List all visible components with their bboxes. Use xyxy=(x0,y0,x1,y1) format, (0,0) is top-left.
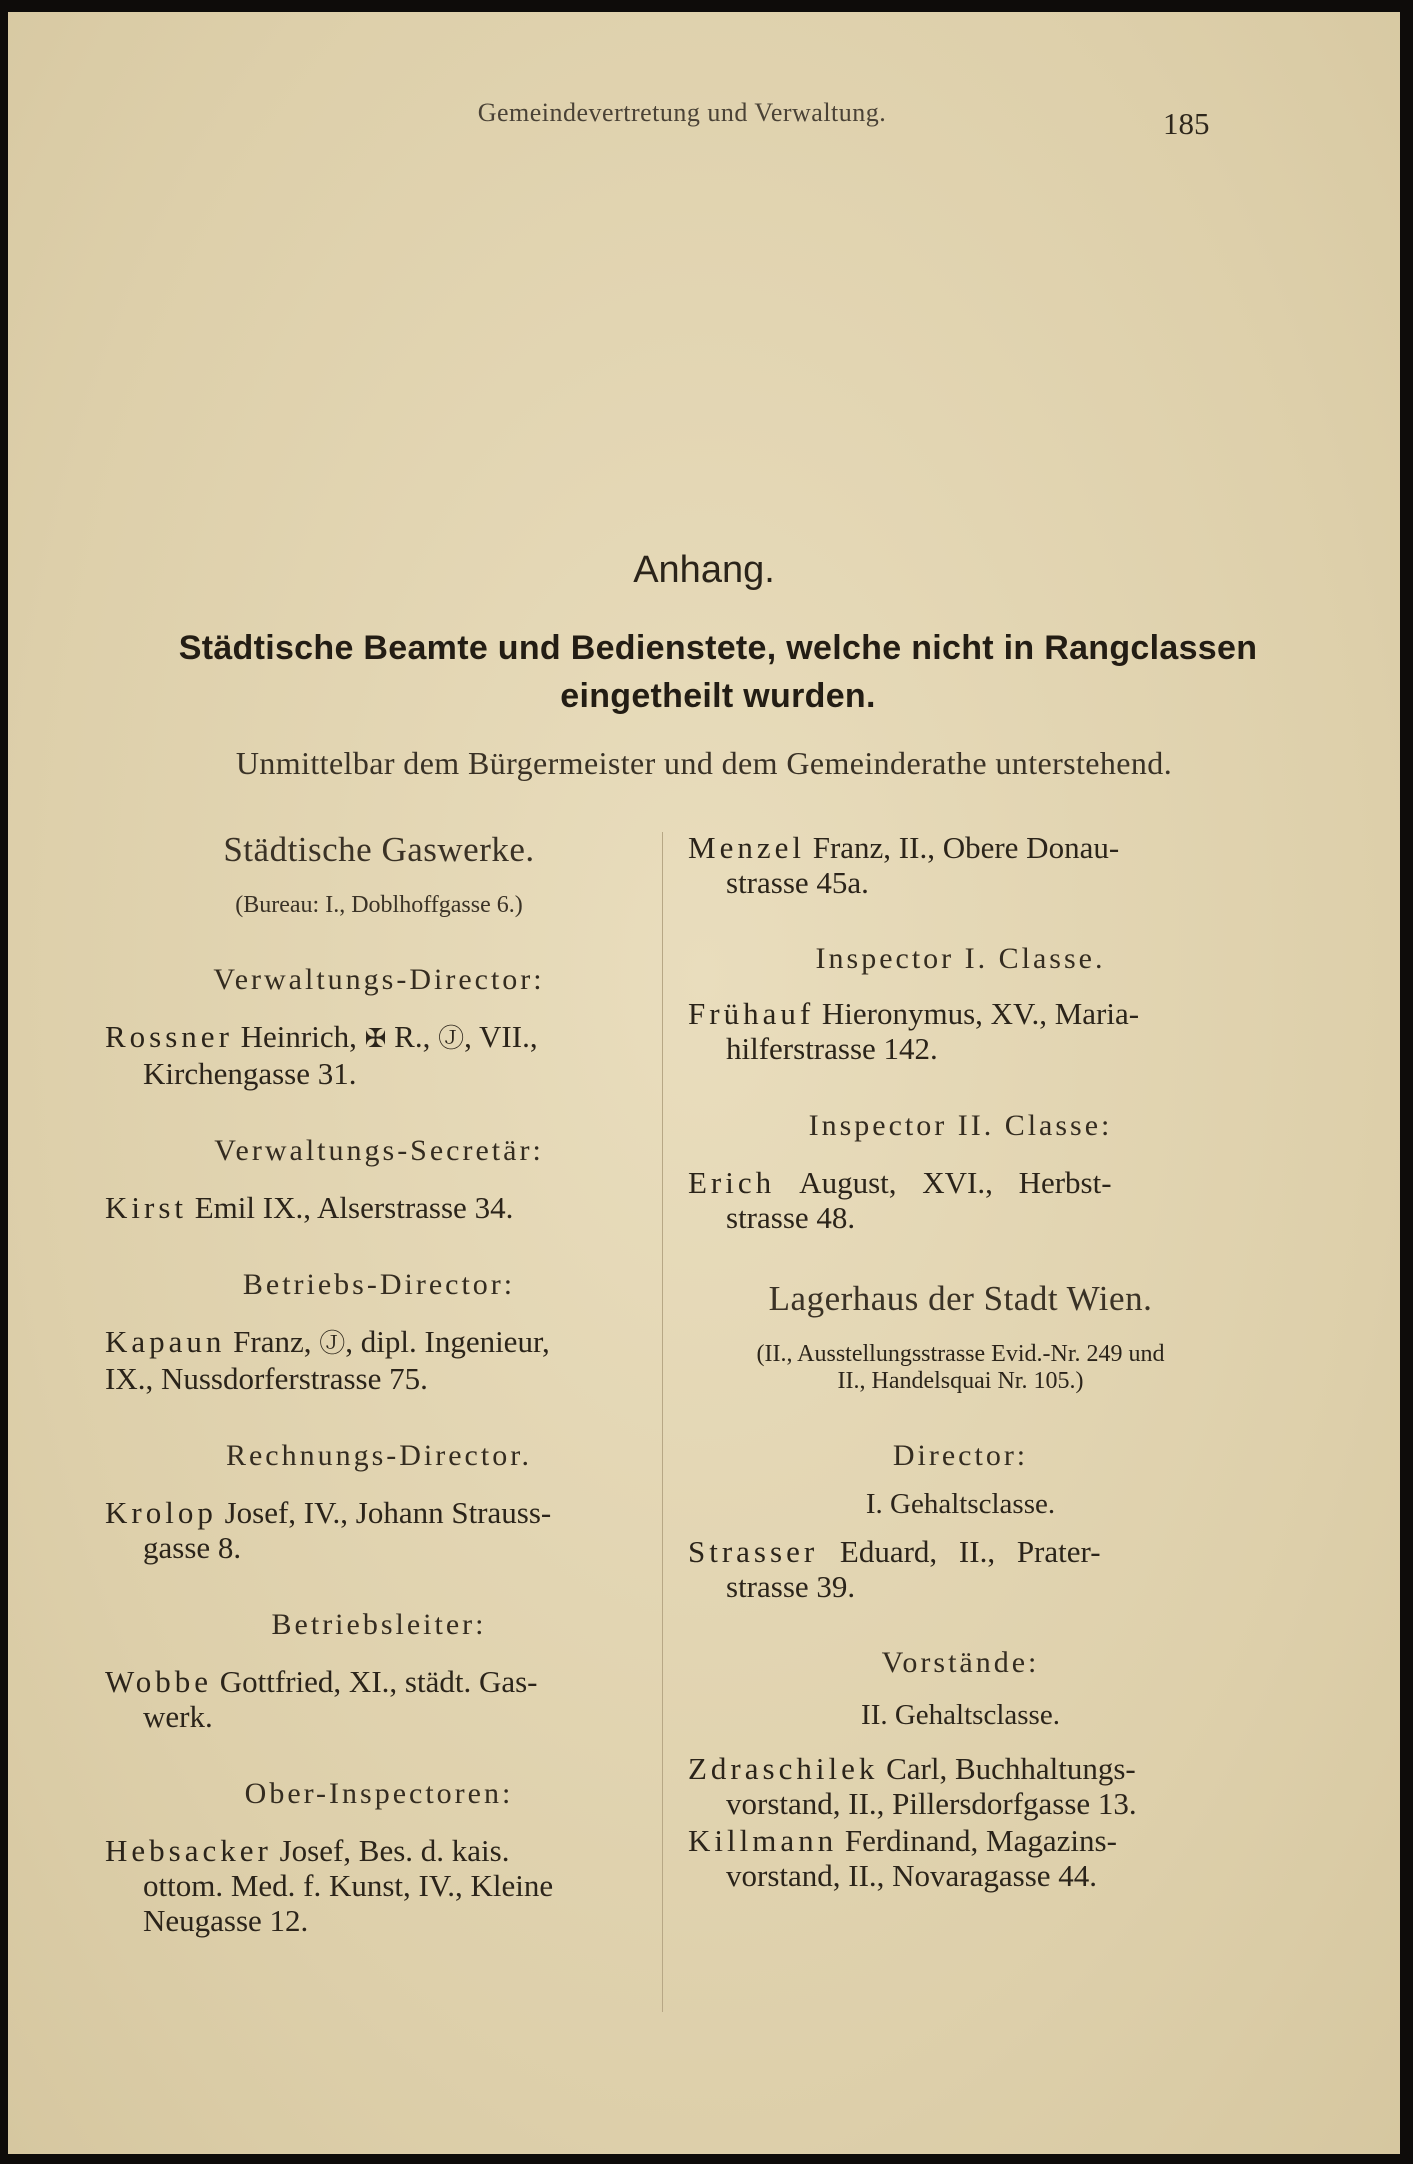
bureau-address: (Bureau: I., Doblhoffgasse 6.) xyxy=(235,892,523,918)
salary-class-2: II. Gehaltsclasse. xyxy=(861,1699,1060,1731)
role-inspector-1: Inspector I. Classe. xyxy=(815,942,1106,975)
column-divider xyxy=(662,832,663,2012)
running-head: Gemeindevertretung und Verwaltung. xyxy=(477,98,887,127)
circled-j-icon: Ⓙ xyxy=(319,1329,346,1358)
entry-fruehauf: Frühauf Hieronymus, XV., Maria- hilferstrasse 142. xyxy=(688,996,1140,1066)
section-title-gaswerke: Städtische Gaswerke. xyxy=(223,830,535,869)
main-heading-line-1: Städtische Beamte und Bedienstete, welche nicht in Rangclassen xyxy=(178,629,1258,667)
subtitle: Unmittelbar dem Bürgermeister und dem Gemeinderathe unterstehend. xyxy=(235,745,1173,781)
role-betriebs-director: Betriebs-Director: xyxy=(242,1268,516,1301)
entry-wobbe: Wobbe Gottfried, XI., städt. Gas- werk. xyxy=(105,1664,538,1734)
entry-hebsacker: Hebsacker Josef, Bes. d. kais. ottom. Med. f. Kunst, IV., Kleine Neugasse 12. xyxy=(105,1833,554,1938)
entry-erich: Erich August, XVI., Herbst- strasse 48. xyxy=(688,1165,1112,1235)
entry-name: Frühauf xyxy=(688,996,815,1031)
entry-kapaun: Kapaun Franz, Ⓙ, dipl. Ingenieur, IX., Nussdorferstrasse 75. xyxy=(105,1324,550,1396)
entry-name: Erich xyxy=(688,1165,776,1200)
entry-name: Hebsacker xyxy=(105,1833,272,1868)
entry-kirst: Kirst Emil IX., Alserstrasse 34. xyxy=(105,1190,514,1225)
entry-name: Kirst xyxy=(105,1190,187,1225)
entry-name: Krolop xyxy=(105,1495,217,1530)
entry-name: Wobbe xyxy=(105,1664,213,1699)
entry-name: Menzel xyxy=(688,830,805,865)
role-inspector-2: Inspector II. Classe: xyxy=(808,1109,1113,1142)
entry-menzel: Menzel Franz, II., Obere Donau- strasse 45a. xyxy=(688,830,1120,900)
entry-name: Kapaun xyxy=(105,1324,226,1359)
entry-zdraschilek: Zdraschilek Carl, Buchhaltungs- vorstand, II., Pillersdorfgasse 13. xyxy=(688,1751,1137,1821)
main-heading xyxy=(98,624,1338,720)
right-column xyxy=(688,822,1233,1893)
circled-j-icon: Ⓙ xyxy=(438,1024,465,1053)
entry-strasser: Strasser Eduard, II., Prater- strasse 39. xyxy=(688,1534,1101,1604)
appendix-title: Anhang. xyxy=(633,549,775,591)
entry-name: Killmann xyxy=(688,1823,838,1858)
entry-name: Rossner xyxy=(105,1019,233,1054)
role-verwaltungs-director: Verwaltungs-Director: xyxy=(213,963,545,996)
role-betriebsleiter: Betriebsleiter: xyxy=(271,1608,487,1641)
role-verwaltungs-secretaer: Verwaltungs-Secretär: xyxy=(214,1134,544,1167)
role-vorstaende: Vorstände: xyxy=(881,1646,1040,1679)
order-cross-icon: ✠ xyxy=(364,1024,387,1053)
entry-rossner: Rossner Heinrich, ✠ R., Ⓙ, VII., Kirchengasse 31. xyxy=(105,1019,538,1091)
book-page xyxy=(8,12,1400,2154)
entry-krolop: Krolop Josef, IV., Johann Strauss- gasse 8. xyxy=(105,1495,552,1565)
role-director: Director: xyxy=(892,1439,1029,1472)
entry-name: Strasser xyxy=(688,1534,819,1569)
page-number: 185 xyxy=(1163,106,1210,141)
main-heading-line-2: eingetheilt wurden. xyxy=(560,677,876,715)
role-rechnungs-director: Rechnungs-Director. xyxy=(225,1439,533,1472)
left-column xyxy=(105,822,653,1938)
salary-class-1: I. Gehaltsclasse. xyxy=(865,1488,1056,1520)
section-title-lagerhaus: Lagerhaus der Stadt Wien. xyxy=(768,1279,1153,1318)
entry-killmann: Killmann Ferdinand, Magazins- vorstand, II., Novaragasse 44. xyxy=(688,1823,1117,1893)
role-ober-inspectoren: Ober-Inspectoren: xyxy=(244,1777,514,1810)
entry-name: Zdraschilek xyxy=(688,1751,879,1786)
lagerhaus-address: (II., Ausstellungsstrasse Evid.-Nr. 249 und II., Handelsquai Nr. 105.) xyxy=(756,1341,1165,1394)
